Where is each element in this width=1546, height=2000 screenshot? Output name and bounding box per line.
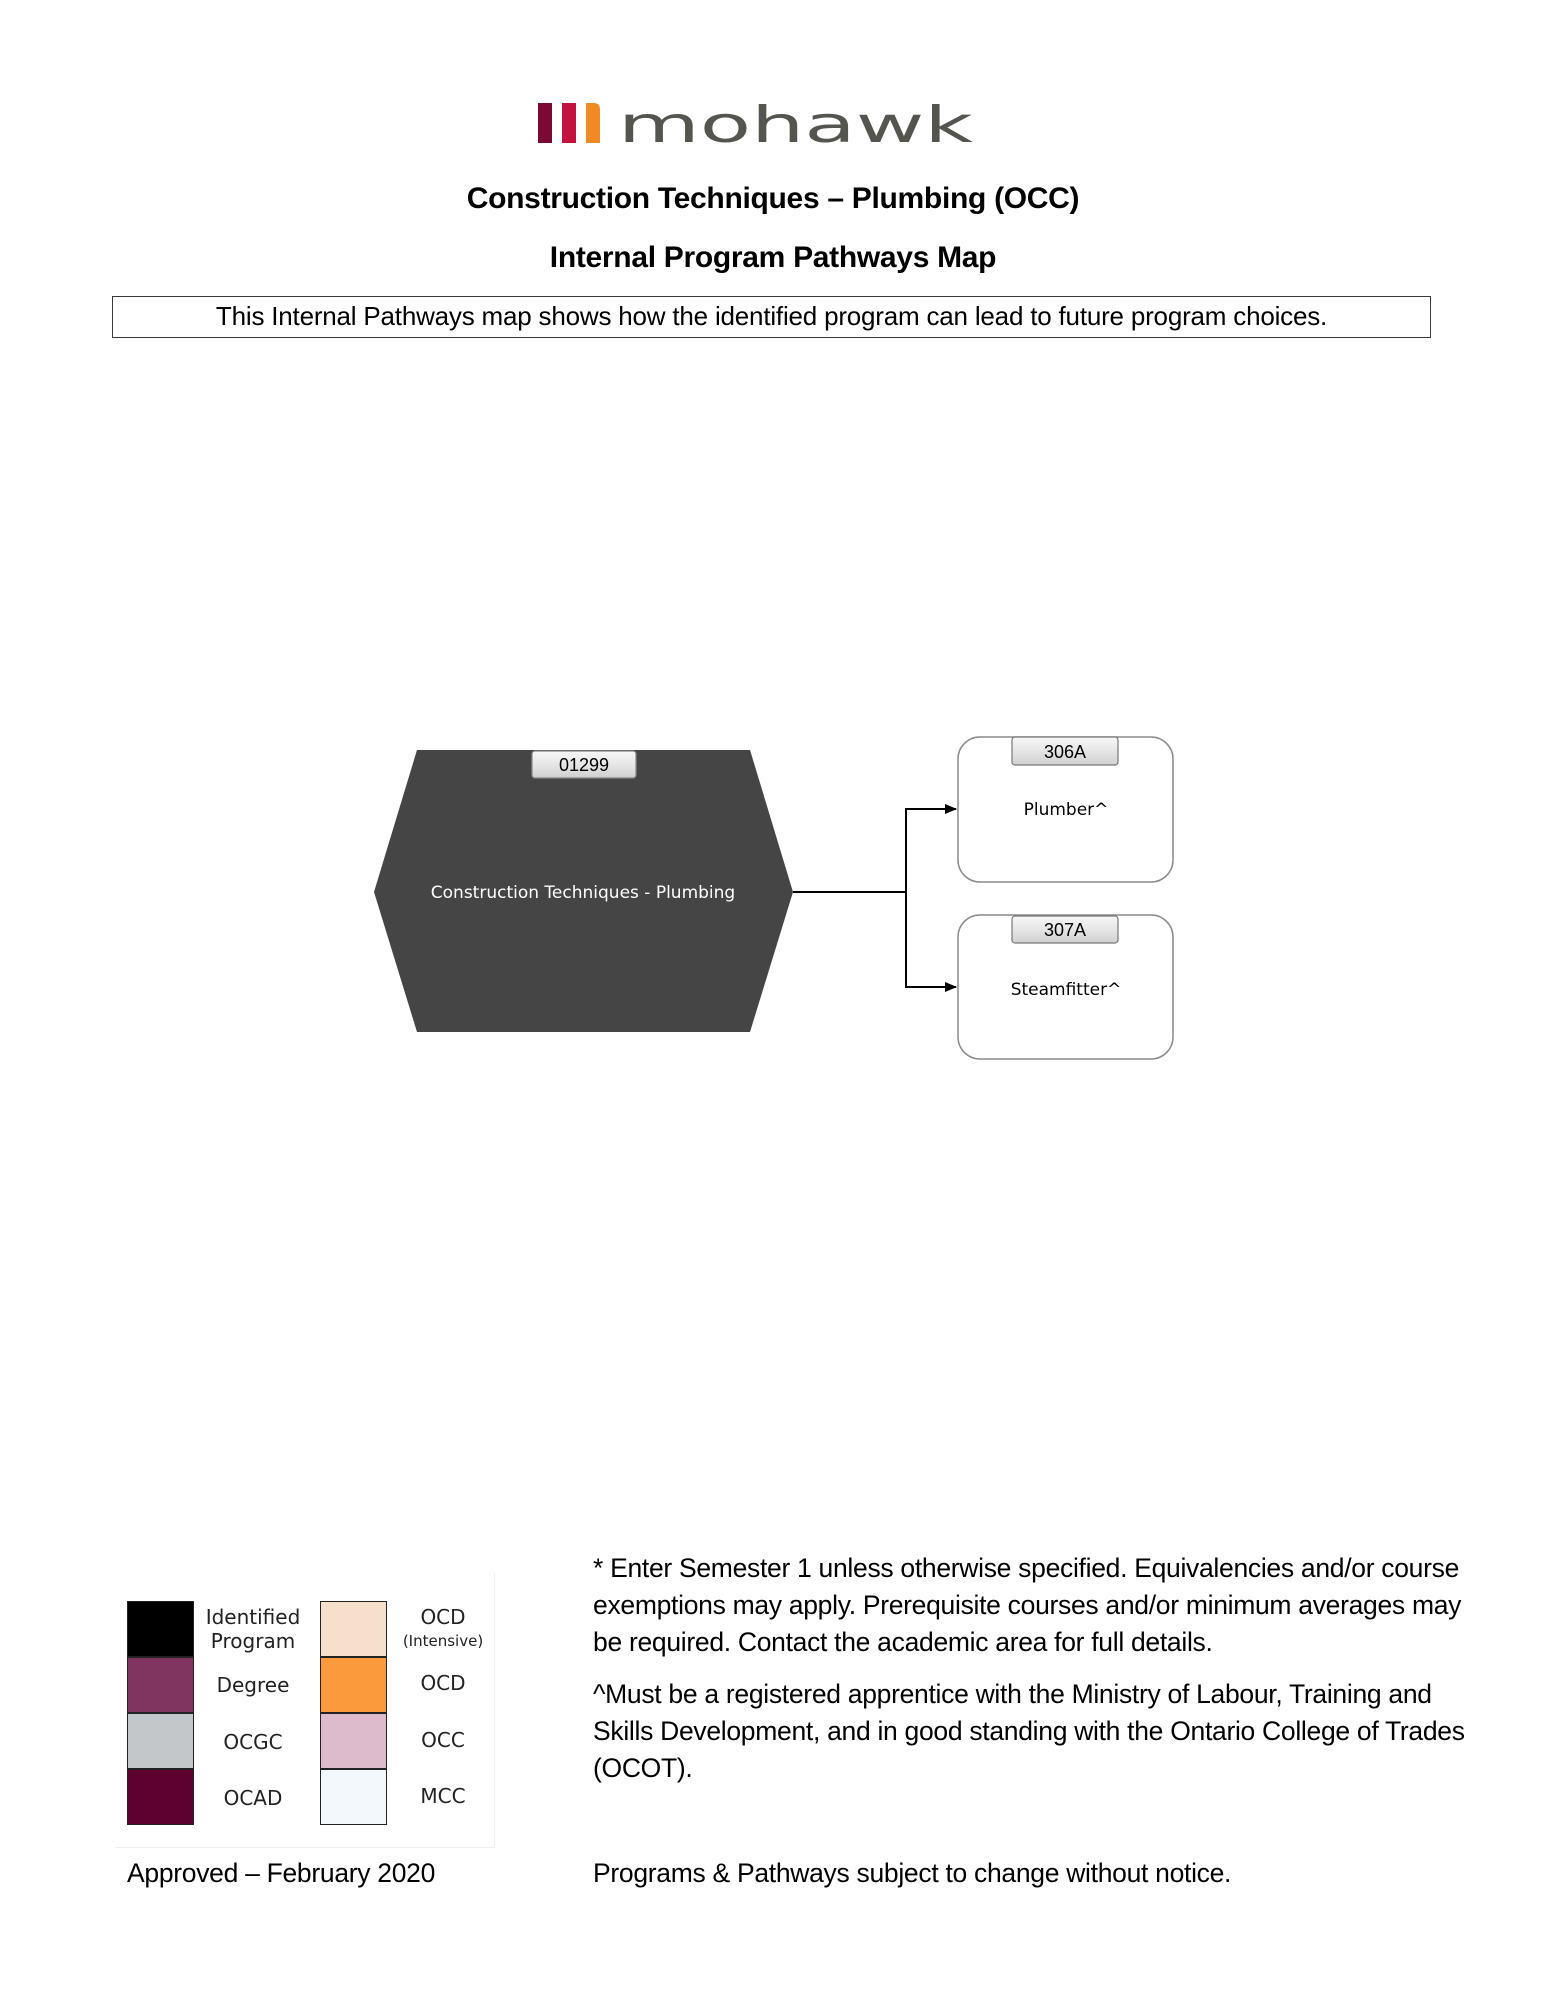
legend-swatch-identified-program xyxy=(127,1601,194,1657)
connector-arrow-1 xyxy=(906,809,956,892)
logo-bar-3 xyxy=(586,103,600,143)
source-program-node[interactable] xyxy=(374,750,793,1032)
mohawk-logo-graphic xyxy=(538,100,978,146)
target-code: 307A xyxy=(1043,920,1087,940)
legend-label-occ: OCC xyxy=(421,1728,465,1752)
legend-swatch-degree xyxy=(127,1657,194,1713)
mohawk-logo xyxy=(538,100,978,146)
target-name: Plumber^ xyxy=(1023,800,1109,820)
legend-swatch-ocgc xyxy=(127,1713,194,1769)
source-code: 01299 xyxy=(558,755,610,775)
pathway-diagram xyxy=(0,700,1546,1100)
logo-wordmark: mohawk xyxy=(618,100,974,146)
target-program-node[interactable] xyxy=(958,915,1173,1059)
target-name: Steamfitter^ xyxy=(1010,980,1122,1000)
legend-label-line: Identified xyxy=(205,1605,301,1629)
legend-label-line: Program xyxy=(210,1629,296,1653)
connector-arrow-2 xyxy=(906,892,956,987)
legend-label-ocad: OCAD xyxy=(223,1786,283,1810)
legend-swatch-ocd xyxy=(320,1657,387,1713)
disclaimer: Programs & Pathways subject to change without notice. xyxy=(593,1858,1232,1888)
page-subtitle: Internal Program Pathways Map xyxy=(549,241,997,274)
page-title: Construction Techniques – Plumbing (OCC) xyxy=(466,182,1080,215)
note-semester: * Enter Semester 1 unless otherwise specified. Equivalencies and/or course exemptions may apply. Prerequisite courses and/or minimum averages may be required. Contact the academic area for full details. xyxy=(593,1553,1462,1657)
logo-bar-2 xyxy=(562,103,576,143)
legend xyxy=(115,1573,495,1848)
intro-box: This Internal Pathways map shows how the identified program can lead to future program choices. xyxy=(112,296,1431,338)
pathway-diagram-svg xyxy=(0,700,1546,1100)
legend-label-line: (Intensive) xyxy=(402,1632,484,1650)
target-code: 306A xyxy=(1043,742,1087,762)
approved-date: Approved – February 2020 xyxy=(127,1858,436,1888)
legend-swatch-ocad xyxy=(127,1769,194,1825)
logo-bar-1 xyxy=(538,103,552,143)
legend-label-ocd: OCD xyxy=(420,1671,466,1695)
legend-swatch-mcc xyxy=(320,1769,387,1825)
legend-label-ocgc: OCGC xyxy=(223,1730,283,1754)
note-apprentice: ^Must be a registered apprentice with the Ministry of Labour, Training and Skills Development, and in good standing with the Ontario College of Trades (OCOT). xyxy=(593,1679,1465,1783)
notes xyxy=(593,1550,1473,1802)
target-program-node[interactable] xyxy=(958,737,1173,882)
legend-label-degree: Degree xyxy=(216,1673,290,1697)
legend-label-identified-program xyxy=(195,1605,311,1653)
legend-label-ocd-intensive xyxy=(387,1605,499,1653)
source-name: Construction Techniques - Plumbing xyxy=(430,883,736,903)
legend-swatch-occ xyxy=(320,1713,387,1769)
legend-swatch-ocd-intensive xyxy=(320,1601,387,1657)
legend-label-mcc: MCC xyxy=(420,1784,466,1808)
legend-label-line: OCD xyxy=(420,1605,466,1629)
